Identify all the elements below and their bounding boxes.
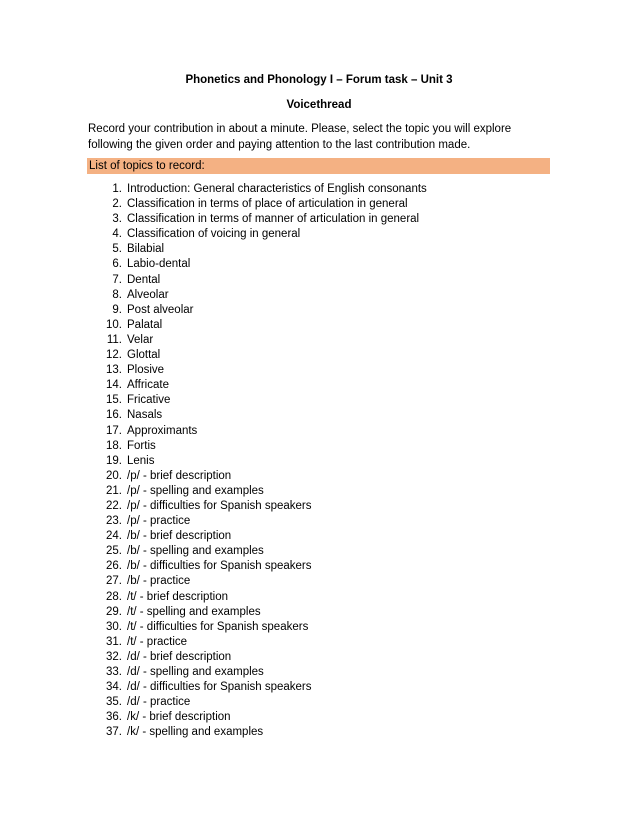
- list-item-number: 30.: [106, 620, 122, 633]
- list-item-number: 15.: [106, 394, 122, 407]
- list-item-number: 16.: [106, 409, 122, 422]
- list-item-number: 29.: [106, 605, 122, 618]
- list-item-number: 17.: [106, 424, 122, 437]
- list-item-number: 37.: [106, 726, 122, 739]
- list-item-number: 7.: [112, 273, 122, 286]
- list-item-number: 21.: [106, 484, 122, 497]
- list-item-number: 18.: [106, 439, 122, 452]
- list-item-text: /d/ - practice: [127, 696, 191, 709]
- list-item-text: Labio-dental: [127, 258, 191, 271]
- list-item-text: /b/ - difficulties for Spanish speakers: [127, 560, 312, 573]
- list-item-text: Velar: [127, 333, 154, 346]
- list-item-number: 27.: [106, 575, 122, 588]
- list-item-number: 24.: [106, 530, 122, 543]
- list-item-number: 6.: [112, 258, 122, 271]
- list-item-number: 23.: [106, 515, 122, 528]
- list-item-text: Alveolar: [127, 288, 169, 301]
- list-item-number: 12.: [106, 349, 122, 362]
- list-item-number: 32.: [106, 650, 122, 663]
- list-item-number: 28.: [106, 590, 122, 603]
- list-item-text: Post alveolar: [127, 303, 194, 316]
- list-item-text: /t/ - difficulties for Spanish speakers: [127, 620, 309, 633]
- list-item-text: Classification in terms of place of articulation in general: [127, 198, 408, 211]
- list-item-text: /p/ - brief description: [127, 469, 232, 482]
- list-item-number: 1.: [112, 183, 122, 195]
- list-item-text: /t/ - brief description: [127, 590, 228, 603]
- list-item-text: Nasals: [127, 409, 163, 422]
- list-item-number: 34.: [106, 681, 122, 694]
- list-item-number: 26.: [106, 560, 122, 573]
- list-item-text: Approximants: [127, 424, 198, 437]
- list-item-number: 36.: [106, 711, 122, 724]
- list-item-number: 25.: [106, 545, 122, 558]
- list-item-text: /b/ - spelling and examples: [127, 545, 264, 558]
- list-item-number: 19.: [106, 454, 122, 467]
- list-item-text: /k/ - spelling and examples: [127, 726, 264, 739]
- document-title: Phonetics and Phonology I – Forum task – Unit 3: [185, 74, 453, 86]
- list-item-number: 33.: [106, 666, 122, 678]
- list-item-text: /d/ - brief description: [127, 650, 232, 663]
- list-item-number: 22.: [106, 499, 122, 512]
- list-item-text: /p/ - practice: [127, 515, 191, 528]
- list-item-number: 8.: [112, 288, 122, 301]
- list-item-text: Glottal: [127, 349, 161, 362]
- list-item-text: Bilabial: [127, 243, 165, 256]
- list-item-text: Lenis: [127, 454, 155, 467]
- list-item-text: /d/ - difficulties for Spanish speakers: [127, 681, 312, 694]
- list-item-text: Plosive: [127, 364, 165, 377]
- list-item-text: /k/ - brief description: [127, 711, 231, 724]
- list-item-number: 4.: [112, 228, 122, 241]
- list-item-number: 5.: [112, 243, 122, 256]
- list-item-text: /d/ - spelling and examples: [127, 666, 264, 678]
- list-item-text: Palatal: [127, 318, 163, 331]
- list-item-number: 35.: [106, 696, 122, 709]
- topics-header: List of topics to record:: [87, 158, 550, 174]
- intro-paragraph: Record your contribution in about a minute. Please, select the topic you will explore following the given order and paying attention to the last contribution made.: [88, 123, 512, 151]
- list-item-text: Affricate: [127, 379, 169, 392]
- list-item-text: Fortis: [127, 439, 156, 452]
- list-item-number: 20.: [106, 469, 122, 482]
- list-item-text: /p/ - spelling and examples: [127, 484, 264, 497]
- list-item-number: 2.: [112, 198, 122, 211]
- list-item-number: 11.: [106, 333, 122, 346]
- list-item-text: Fricative: [127, 394, 171, 407]
- list-item-text: Classification in terms of manner of articulation in general: [127, 213, 420, 226]
- list-item-number: 3.: [112, 213, 122, 226]
- list-item-number: 9.: [112, 303, 122, 316]
- list-item-text: /t/ - practice: [127, 635, 188, 648]
- document-subtitle: Voicethread: [286, 99, 352, 111]
- list-item-number: 13.: [106, 364, 122, 377]
- list-item-text: /b/ - brief description: [127, 530, 232, 543]
- list-item-text: Dental: [127, 273, 161, 286]
- list-item-text: /t/ - spelling and examples: [127, 605, 261, 618]
- list-item-number: 10.: [106, 318, 122, 331]
- list-item-number: 31.: [106, 635, 122, 648]
- list-item-number: 14.: [106, 379, 122, 392]
- list-item-text: /p/ - difficulties for Spanish speakers: [127, 499, 312, 512]
- list-item-text: Introduction: General characteristics of English consonants: [127, 183, 427, 195]
- list-item-text: /b/ - practice: [127, 575, 191, 588]
- list-item-text: Classification of voicing in general: [127, 228, 301, 241]
